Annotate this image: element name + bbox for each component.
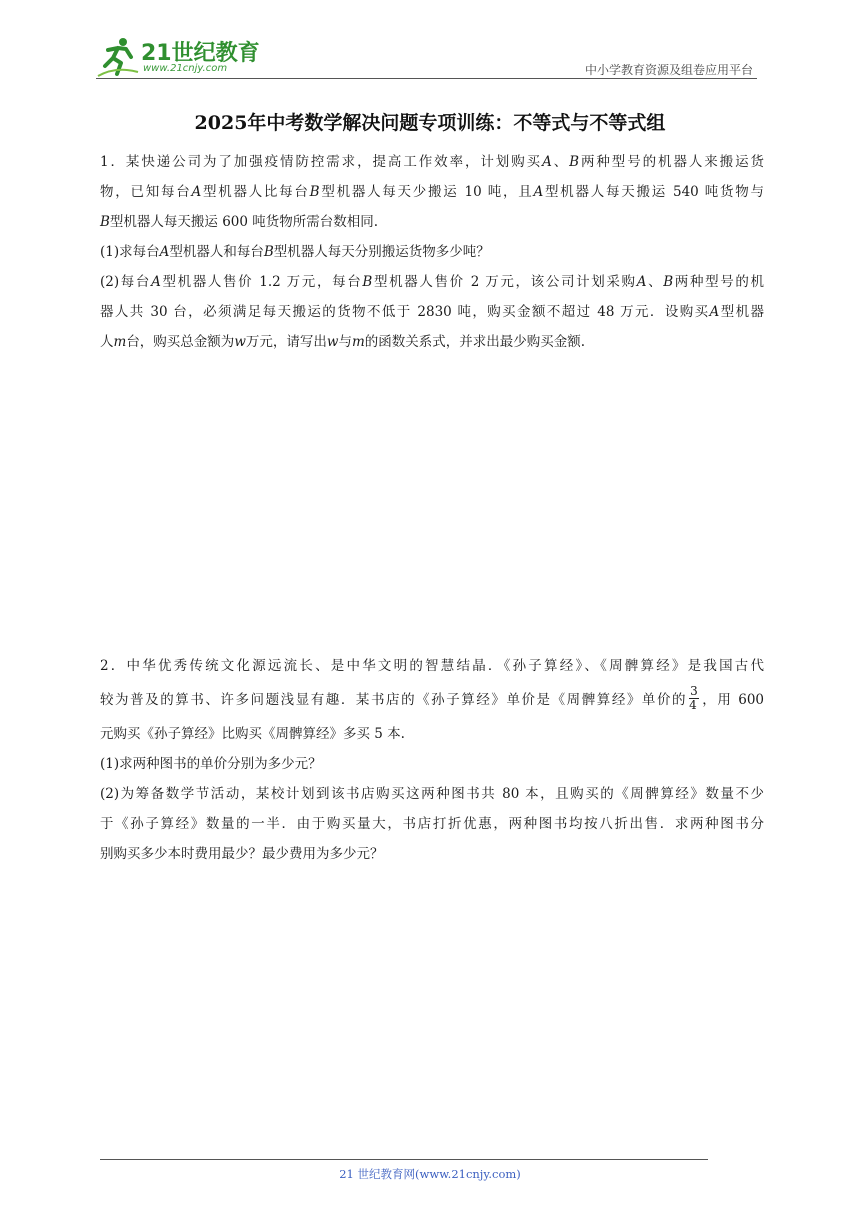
- brand-url: www.21cnjy.com: [143, 63, 228, 74]
- page-header: [96, 30, 757, 80]
- page-title: 2025年中考数学解决问题专项训练：不等式与不等式组: [194, 112, 666, 134]
- q1-part-2-line-2: 器人共 30 台，必须满足每天搬运的货物不低于 2830 吨，购买金额不超过 48 万元．设购买A型机器: [100, 304, 765, 320]
- footer-link[interactable]: 21 世纪教育网(www.21cnjy.com): [339, 1167, 521, 1181]
- q2-part-2-line-3: 别购买多少本时费用最少？最少费用为多少元？: [100, 846, 384, 862]
- footer-divider: [100, 1159, 708, 1160]
- question-1: [100, 147, 764, 357]
- runner-logo-icon: [96, 36, 140, 78]
- q1-part-2-line-1: (2)每台A型机器人售价 1.2 万元，每台B型机器人售价 2 万元，该公司计划采购A、B两种型号的机: [100, 274, 765, 290]
- q1-part-2-line-3: 人m台，购买总金额为w万元，请写出w与m的函数关系式，并求出最少购买金额.: [100, 334, 586, 350]
- q2-line-1: 2．中华优秀传统文化源远流长、是中华文明的智慧结晶．《孙子算经》、《周髀算经》是我国古代: [100, 658, 764, 674]
- site-logo: [96, 36, 266, 80]
- header-divider: [96, 78, 757, 79]
- q2-line-2: 较为普及的算书、许多问题浅显有趣．某书店的《孙子算经》单价是《周髀算经》单价的 $\frac{3}{4}$ ，用 600: [100, 684, 765, 712]
- brand-name: 21世纪教育: [141, 41, 260, 66]
- q1-line-1: 1．某快递公司为了加强疫情防控需求，提高工作效率，计划购买A、B两种型号的机器人来搬运货: [100, 154, 765, 170]
- q2-line-3: 元购买《孙子算经》比购买《周髀算经》多买 5 本.: [100, 726, 405, 742]
- q1-line-2: 物，已知每台A型机器人比每台B型机器人每天少搬运 10 吨，且A型机器人每天搬运 540 吨货物与: [100, 184, 765, 200]
- q2-part-2-line-2: 于《孙子算经》数量的一半．由于购买量大，书店打折优惠，两种图书均按八折出售．求两种图书分: [100, 816, 764, 832]
- q2-part-2-line-1: (2)为筹备数学节活动，某校计划到该书店购买这两种图书共 80 本，且购买的《周髀算经》数量不少: [100, 786, 764, 802]
- q2-part-1: (1)求两种图书的单价分别为多少元？: [100, 756, 322, 772]
- question-2: [100, 651, 764, 869]
- header-tagline: 中小学教育资源及组卷应用平台: [584, 63, 753, 77]
- fraction-three-quarters: $\frac{3}{4}$: [689, 684, 698, 712]
- q1-part-1: (1)求每台A型机器人和每台B型机器人每天分别搬运货物多少吨？: [100, 244, 490, 260]
- q1-line-3: B型机器人每天搬运 600 吨货物所需台数相同.: [100, 214, 379, 230]
